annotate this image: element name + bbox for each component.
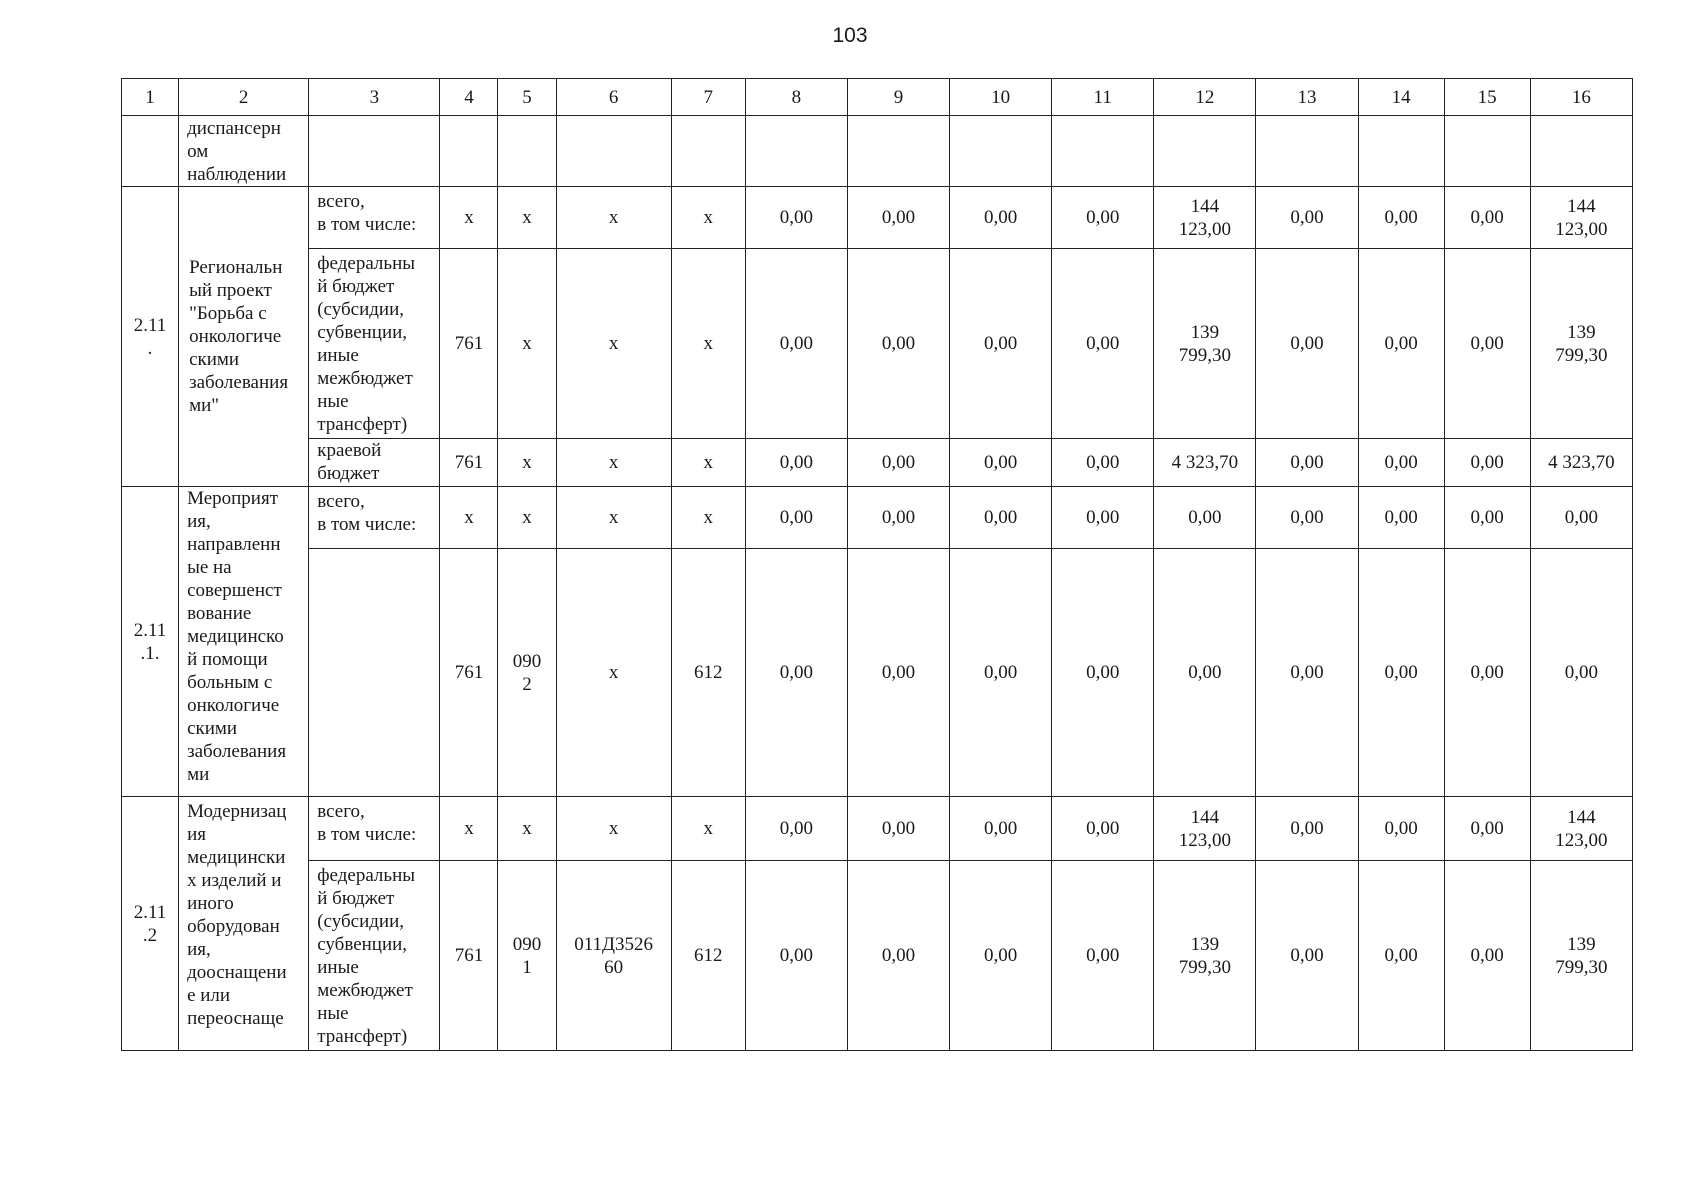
table-cell: 090 2 [498, 549, 556, 797]
table-cell: 144 123,00 [1154, 187, 1256, 249]
table-cell: x [556, 549, 671, 797]
table-cell: 0,00 [1256, 487, 1358, 549]
table-cell: x [671, 487, 745, 549]
funding-source: всего, в том числе: [309, 487, 440, 549]
table-cell: 0,00 [745, 249, 847, 439]
table-cell: 761 [440, 439, 498, 487]
table-cell [122, 116, 179, 187]
col-header-5: 5 [498, 79, 556, 116]
col-header-16: 16 [1530, 79, 1632, 116]
table-cell [671, 116, 745, 187]
table-cell: 0,00 [1358, 439, 1444, 487]
table-cell: 0,00 [1052, 487, 1154, 549]
table-cell: 144 123,00 [1530, 797, 1632, 861]
table-cell: 0,00 [1444, 439, 1530, 487]
table-cell: x [440, 487, 498, 549]
table-cell: 0,00 [745, 487, 847, 549]
table-cell: 0,00 [847, 249, 949, 439]
table-cell: 139 799,30 [1154, 249, 1256, 439]
table-cell: 0,00 [1358, 797, 1444, 861]
table-cell: 0,00 [1052, 249, 1154, 439]
table-cell [1358, 116, 1444, 187]
table-cell [745, 116, 847, 187]
col-header-6: 6 [556, 79, 671, 116]
table-cell: 0,00 [1256, 549, 1358, 797]
col-header-10: 10 [950, 79, 1052, 116]
table-cell [1256, 116, 1358, 187]
table-cell [1444, 116, 1530, 187]
table-cell: x [671, 249, 745, 439]
table-cell: 4 323,70 [1154, 439, 1256, 487]
table-cell [498, 116, 556, 187]
table-cell: x [498, 187, 556, 249]
table-cell: 761 [440, 549, 498, 797]
table-cell: 761 [440, 249, 498, 439]
table-cell [1530, 116, 1632, 187]
table-cell: x [556, 187, 671, 249]
table-cell: 0,00 [1444, 249, 1530, 439]
table-cell [1154, 116, 1256, 187]
funding-source: федеральны й бюджет (субсидии, субвенции, иные межбюджет ные трансферт) [309, 861, 440, 1051]
page-number: 103 [832, 24, 868, 47]
table-cell: 0,00 [745, 861, 847, 1051]
table-cell: 0,00 [1530, 549, 1632, 797]
continuation-name: диспансерн ом наблюдении [179, 116, 309, 187]
col-header-4: 4 [440, 79, 498, 116]
col-header-15: 15 [1444, 79, 1530, 116]
table-cell: 0,00 [1444, 549, 1530, 797]
table-row [122, 861, 1633, 1051]
table-cell: 4 323,70 [1530, 439, 1632, 487]
table-cell: 139 799,30 [1154, 861, 1256, 1051]
row-code-2-11-2: 2.11 .2 [122, 797, 179, 1051]
table-cell: 0,00 [1052, 797, 1154, 861]
table-cell [950, 116, 1052, 187]
col-header-12: 12 [1154, 79, 1256, 116]
budget-table [121, 78, 1633, 1051]
funding-source [309, 549, 440, 797]
table-cell: 761 [440, 861, 498, 1051]
table-cell: 0,00 [745, 439, 847, 487]
table-cell: 139 799,30 [1530, 861, 1632, 1051]
table-cell: 0,00 [1530, 487, 1632, 549]
table-cell: x [671, 187, 745, 249]
table-cell: x [556, 797, 671, 861]
table-cell: 0,00 [745, 797, 847, 861]
table-cell: 0,00 [745, 187, 847, 249]
col-header-14: 14 [1358, 79, 1444, 116]
table-cell: 0,00 [847, 439, 949, 487]
table-cell [1052, 116, 1154, 187]
table-cell: 0,00 [847, 187, 949, 249]
table-row [122, 797, 1633, 861]
table-cell: 0,00 [1358, 861, 1444, 1051]
col-header-3: 3 [309, 79, 440, 116]
table-cell: 0,00 [1256, 187, 1358, 249]
table-cell: 0,00 [1358, 549, 1444, 797]
col-header-8: 8 [745, 79, 847, 116]
funding-source: всего, в том числе: [309, 797, 440, 861]
funding-source: краевой бюджет [309, 439, 440, 487]
table-cell: x [440, 797, 498, 861]
table-cell: x [556, 487, 671, 549]
table-cell: 0,00 [950, 249, 1052, 439]
row-name-2-11-2: Модернизац ия медицински х изделий и иного оборудован ия, дооснащени е или переоснаще [179, 797, 309, 1051]
table-cell: x [671, 439, 745, 487]
continuation-row [122, 116, 1633, 187]
table-cell: 139 799,30 [1530, 249, 1632, 439]
table-cell [556, 116, 671, 187]
row-code-2-11-1: 2.11 .1. [122, 487, 179, 797]
table-cell: x [498, 249, 556, 439]
col-header-7: 7 [671, 79, 745, 116]
table-cell: 0,00 [950, 797, 1052, 861]
table-row [122, 187, 1633, 249]
col-header-13: 13 [1256, 79, 1358, 116]
table-cell: 144 123,00 [1530, 187, 1632, 249]
table-cell: 011Д3526 60 [556, 861, 671, 1051]
table-row [122, 439, 1633, 487]
table-cell: 0,00 [1358, 249, 1444, 439]
funding-source: всего, в том числе: [309, 187, 440, 249]
table-cell: 0,00 [847, 487, 949, 549]
table-cell: 0,00 [1256, 249, 1358, 439]
table-cell: x [498, 439, 556, 487]
table-cell: 0,00 [1256, 797, 1358, 861]
table-cell: 0,00 [1444, 861, 1530, 1051]
col-header-2: 2 [179, 79, 309, 116]
table-cell [309, 116, 440, 187]
table-cell: x [556, 249, 671, 439]
table-cell: 0,00 [1444, 487, 1530, 549]
table-cell [847, 116, 949, 187]
table-cell: 0,00 [1052, 439, 1154, 487]
table-cell: 0,00 [950, 487, 1052, 549]
table-cell: 144 123,00 [1154, 797, 1256, 861]
table-cell: x [440, 187, 498, 249]
table-cell: 0,00 [1052, 549, 1154, 797]
table-cell: 0,00 [847, 797, 949, 861]
table-cell: 0,00 [950, 861, 1052, 1051]
table-cell: 0,00 [1052, 861, 1154, 1051]
table-cell: 0,00 [1256, 861, 1358, 1051]
table-cell: 0,00 [950, 439, 1052, 487]
table-row [122, 487, 1633, 549]
col-header-9: 9 [847, 79, 949, 116]
table-cell: x [498, 487, 556, 549]
table-cell: 0,00 [1358, 487, 1444, 549]
table-row [122, 549, 1633, 797]
table-cell: x [498, 797, 556, 861]
table-cell: 0,00 [1052, 187, 1154, 249]
table-row [122, 249, 1633, 439]
table-cell: 612 [671, 861, 745, 1051]
table-cell: 612 [671, 549, 745, 797]
table-cell: x [556, 439, 671, 487]
row-name-2-11-1: Мероприят ия, направленн ые на совершенст вование медицинско й помощи больным с онкологиче скими заболевания ми [179, 487, 309, 797]
col-header-11: 11 [1052, 79, 1154, 116]
table-cell: 090 1 [498, 861, 556, 1051]
table-cell: 0,00 [847, 549, 949, 797]
table-cell: 0,00 [1154, 487, 1256, 549]
col-header-1: 1 [122, 79, 179, 116]
table-cell [440, 116, 498, 187]
table-cell: 0,00 [1444, 797, 1530, 861]
table-cell: x [671, 797, 745, 861]
row-name-2-11: Региональн ый проект "Борьба с онкологиче скими заболевания ми" [179, 187, 309, 487]
funding-source: федеральны й бюджет (субсидии, субвенции, иные межбюджет ные трансферт) [309, 249, 440, 439]
table-cell: 0,00 [950, 549, 1052, 797]
table-cell: 0,00 [847, 861, 949, 1051]
column-number-row [122, 79, 1633, 116]
table-cell: 0,00 [1444, 187, 1530, 249]
table-cell: 0,00 [950, 187, 1052, 249]
table-cell: 0,00 [1358, 187, 1444, 249]
table-cell: 0,00 [1256, 439, 1358, 487]
row-code-2-11: 2.11 . [122, 187, 179, 487]
table-cell: 0,00 [1154, 549, 1256, 797]
table-cell: 0,00 [745, 549, 847, 797]
